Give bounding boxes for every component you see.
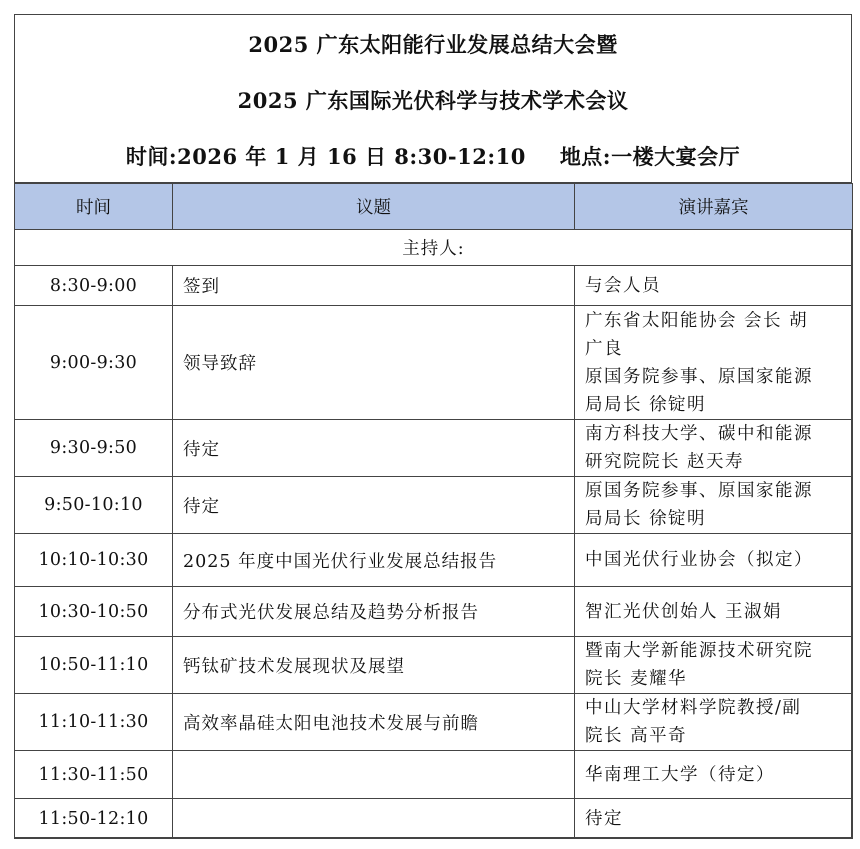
speaker-line: 暨南大学新能源技术研究院 xyxy=(585,641,813,661)
session-speaker xyxy=(575,587,853,637)
conference-subtitle: 2025 广东国际光伏科学与技术学术会议 xyxy=(237,88,629,113)
table-row xyxy=(15,637,853,694)
session-speaker xyxy=(575,266,853,306)
session-speaker xyxy=(575,799,853,839)
place-label: 地点:一楼大宴会厅 xyxy=(559,144,741,169)
session-topic: 领导致辞 xyxy=(173,306,575,420)
speaker-line: 原国务院参事、原国家能源 xyxy=(585,481,813,501)
session-time: 10:10-10:30 xyxy=(15,534,173,587)
speaker-line: 智汇光伏创始人 王淑娟 xyxy=(585,601,783,622)
session-speaker xyxy=(575,420,853,477)
column-header-topic: 议题 xyxy=(173,184,575,230)
session-time: 9:50-10:10 xyxy=(15,477,173,534)
speaker-line: 研究院院长 赵天寿 xyxy=(585,452,745,472)
session-time: 10:50-11:10 xyxy=(15,637,173,694)
session-time: 11:30-11:50 xyxy=(15,751,173,799)
speaker-line: 局局长 徐锭明 xyxy=(585,394,707,415)
table-row xyxy=(15,420,853,477)
speaker-line: 华南理工大学（待定） xyxy=(585,764,775,785)
session-topic xyxy=(173,751,575,799)
session-speaker xyxy=(575,751,853,799)
session-time: 9:00-9:30 xyxy=(15,306,173,420)
speaker-line: 与会人员 xyxy=(585,275,661,296)
table-row xyxy=(15,694,853,751)
session-time: 10:30-10:50 xyxy=(15,587,173,637)
session-topic: 2025 年度中国光伏行业发展总结报告 xyxy=(173,534,575,587)
column-header-time: 时间 xyxy=(15,184,173,230)
session-topic: 钙钛矿技术发展现状及展望 xyxy=(173,637,575,694)
speaker-line: 待定 xyxy=(585,808,623,829)
session-topic: 待定 xyxy=(173,420,575,477)
session-topic: 待定 xyxy=(173,477,575,534)
speaker-line: 原国务院参事、原国家能源 xyxy=(585,366,813,387)
host-label: 主持人: xyxy=(15,230,853,266)
agenda-document xyxy=(14,14,852,838)
time-label: 时间:2026 年 1 月 16 日 8:30-12:10 xyxy=(125,144,526,169)
column-header-speaker: 演讲嘉宾 xyxy=(575,184,853,230)
speaker-line: 中山大学材料学院教授/副 xyxy=(585,698,802,718)
table-row xyxy=(15,534,853,587)
table-row xyxy=(15,266,853,306)
conference-title: 2025 广东太阳能行业发展总结大会暨 xyxy=(248,32,618,57)
speaker-line: 院长 高平奇 xyxy=(585,726,688,746)
agenda-header xyxy=(15,15,851,183)
session-speaker xyxy=(575,306,853,420)
table-row xyxy=(15,587,853,637)
session-time: 11:10-11:30 xyxy=(15,694,173,751)
session-topic: 签到 xyxy=(173,266,575,306)
session-topic: 高效率晶硅太阳电池技术发展与前瞻 xyxy=(173,694,575,751)
table-row xyxy=(15,306,853,420)
table-row xyxy=(15,477,853,534)
time-place-line xyxy=(15,141,851,171)
session-speaker xyxy=(575,534,853,587)
speaker-line: 中国光伏行业协会（拟定） xyxy=(585,550,813,570)
session-time: 9:30-9:50 xyxy=(15,420,173,477)
session-speaker xyxy=(575,477,853,534)
speaker-line: 广东省太阳能协会 会长 胡 xyxy=(585,310,809,331)
session-topic xyxy=(173,799,575,839)
speaker-line: 院长 麦耀华 xyxy=(585,669,688,689)
session-speaker xyxy=(575,637,853,694)
table-row xyxy=(15,799,853,839)
table-row xyxy=(15,751,853,799)
session-time: 11:50-12:10 xyxy=(15,799,173,839)
session-speaker xyxy=(575,694,853,751)
table-header-row xyxy=(15,184,853,230)
speaker-line: 局局长 徐锭明 xyxy=(585,509,707,529)
session-time: 8:30-9:00 xyxy=(15,266,173,306)
speaker-line: 南方科技大学、碳中和能源 xyxy=(585,424,813,444)
agenda-table xyxy=(14,183,853,839)
session-topic: 分布式光伏发展总结及趋势分析报告 xyxy=(173,587,575,637)
host-row xyxy=(15,230,853,266)
speaker-line: 广良 xyxy=(585,338,623,359)
